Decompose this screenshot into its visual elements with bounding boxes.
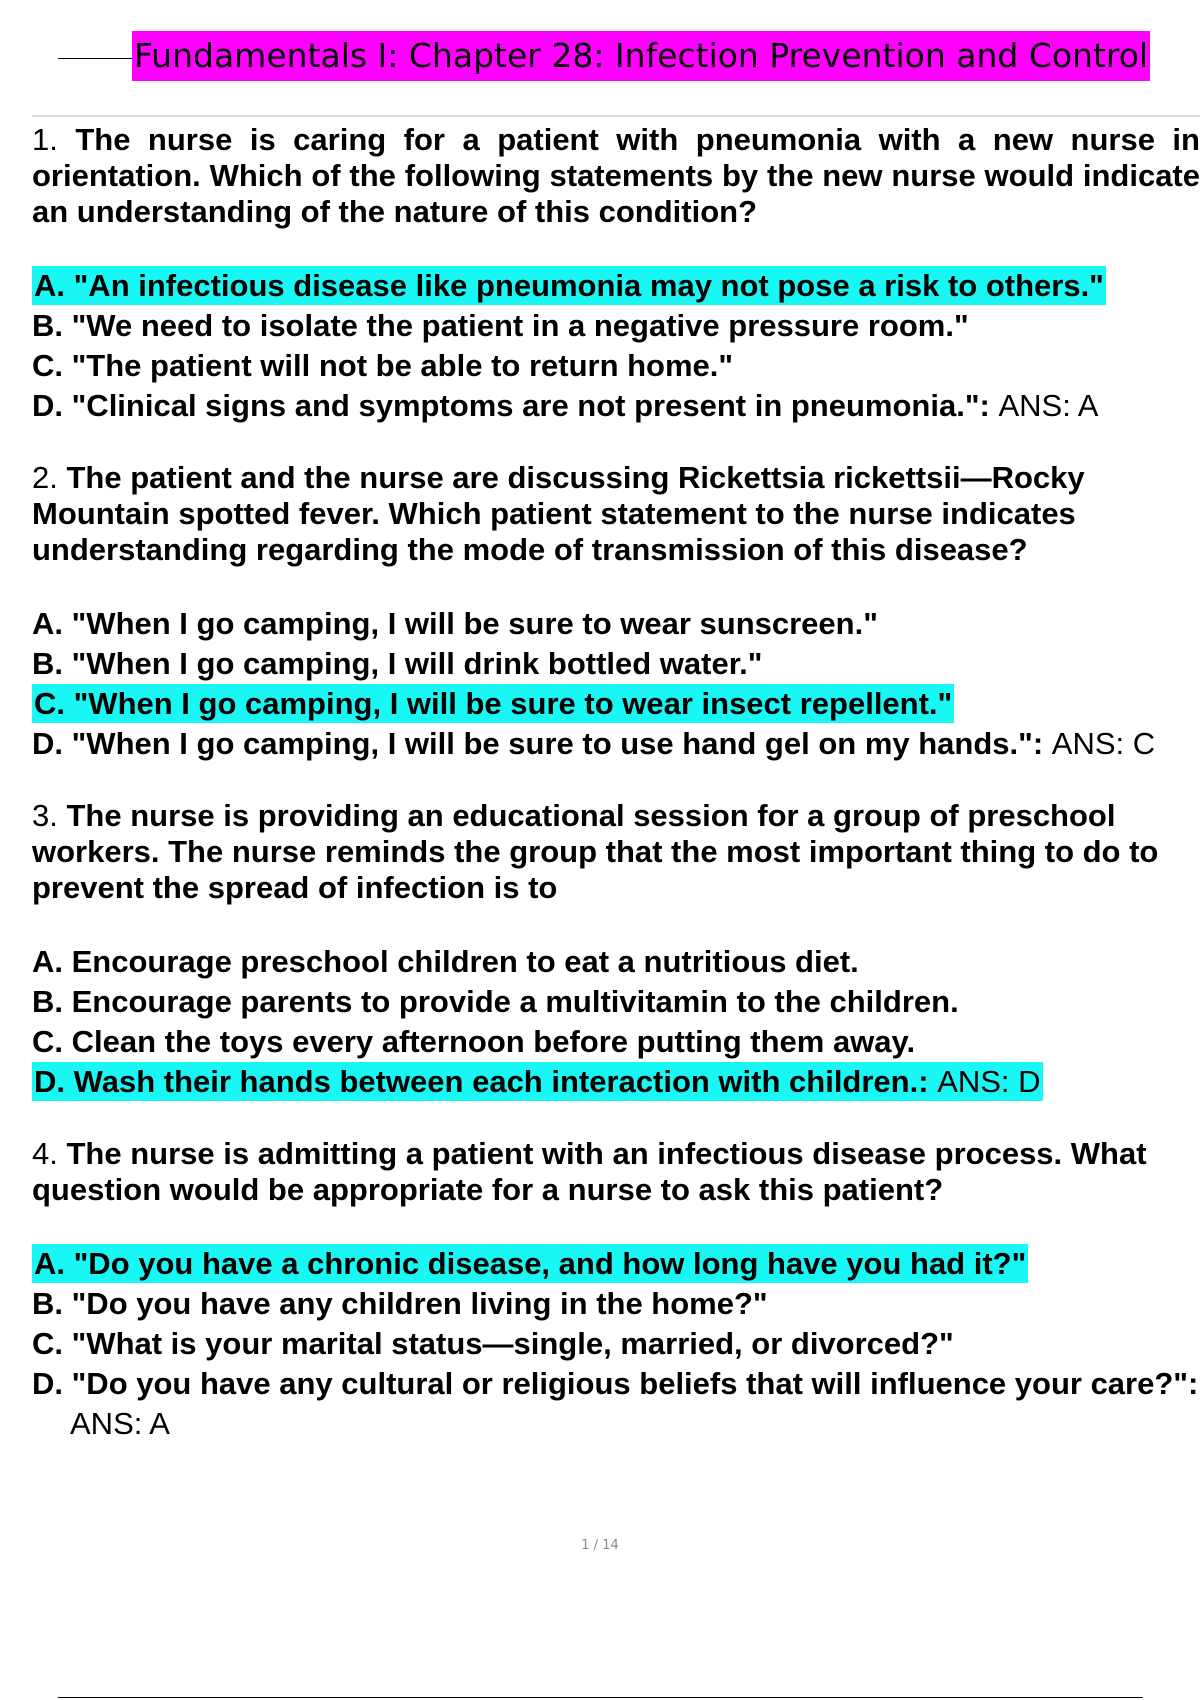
document-title: Fundamentals I: Chapter 28: Infection Prevention and Control: [132, 31, 1150, 81]
option-q1-b: B. "We need to isolate the patient in a negative pressure room.": [32, 308, 969, 343]
option-q1-a: [32, 266, 1200, 306]
question-1: [32, 122, 1200, 230]
option-q3-c: C. Clean the toys every afternoon before putting them away.: [32, 1024, 916, 1059]
footer-rule: [58, 1697, 1143, 1698]
answer-key: ANS: A: [70, 1406, 170, 1441]
correct-answer-highlight: C. "When I go camping, I will be sure to wear insect repellent.": [34, 686, 953, 721]
option-text: D. "Do you have any cultural or religious beliefs that will influence your care?":: [32, 1366, 1199, 1401]
correct-answer-highlight: A. "Do you have a chronic disease, and how long have you had it?": [34, 1246, 1027, 1281]
option-q2-d: [32, 724, 1200, 764]
options-q1: [32, 266, 1200, 426]
question-number: 3.: [32, 798, 58, 833]
question-text: The nurse is caring for a patient with pneumonia with a new nurse in orientation. Which of the following statements by the new nurse would indicate an understanding of the nature of this condition?: [32, 122, 1200, 229]
option-q4-c: C. "What is your marital status—single, married, or divorced?": [32, 1326, 954, 1361]
option-q1-d: [32, 386, 1200, 426]
option-q4-b: B. "Do you have any children living in the home?": [32, 1286, 768, 1321]
header-separator: [32, 115, 1200, 117]
question-text: The nurse is admitting a patient with an infectious disease process. What question would be appropriate for a nurse to ask this patient?: [32, 1136, 1147, 1207]
option-q1-c: C. "The patient will not be able to return home.": [32, 348, 734, 383]
option-q2-a: A. "When I go camping, I will be sure to wear sunscreen.": [32, 606, 878, 641]
option-text: D. "Clinical signs and symptoms are not present in pneumonia.":: [32, 388, 990, 423]
question-3: [32, 798, 1200, 906]
question-2: [32, 460, 1200, 568]
correct-answer-highlight: [32, 1062, 1043, 1101]
option-q2-b: B. "When I go camping, I will drink bottled water.": [32, 646, 763, 681]
option-q3-b: B. Encourage parents to provide a multivitamin to the children.: [32, 984, 959, 1019]
option-q3-d: [32, 1062, 1200, 1102]
question-number: 1.: [32, 122, 58, 157]
option-q4-d: [32, 1364, 1200, 1444]
question-number: 2.: [32, 460, 58, 495]
options-q3: [32, 942, 1200, 1102]
correct-answer-highlight: A. "An infectious disease like pneumonia may not pose a risk to others.": [34, 268, 1104, 303]
answer-key: ANS: C: [1051, 726, 1156, 761]
option-text: D. Wash their hands between each interaction with children.:: [34, 1064, 929, 1099]
answer-key: ANS: A: [998, 388, 1099, 423]
question-list: [32, 122, 1200, 1478]
question-number: 4.: [32, 1136, 58, 1171]
option-q2-c: [32, 684, 1200, 724]
option-q3-a: A. Encourage preschool children to eat a nutritious diet.: [32, 944, 859, 979]
question-text: The patient and the nurse are discussing Rickettsia rickettsii—Rocky Mountain spotted fever. Which patient statement to the nurse indicates understanding regarding the mode of transmission of this disease?: [32, 460, 1085, 567]
option-text: D. "When I go camping, I will be sure to use hand gel on my hands.":: [32, 726, 1044, 761]
options-q4: [32, 1244, 1200, 1444]
question-text: The nurse is providing an educational session for a group of preschool workers. The nurse reminds the group that the most important thing to do to prevent the spread of infection is to: [32, 798, 1159, 905]
answer-key: ANS: D: [937, 1064, 1041, 1099]
options-q2: [32, 604, 1200, 764]
question-4: [32, 1136, 1200, 1208]
option-q4-a: [32, 1244, 1200, 1284]
page-indicator: 1 / 14: [581, 1538, 619, 1553]
